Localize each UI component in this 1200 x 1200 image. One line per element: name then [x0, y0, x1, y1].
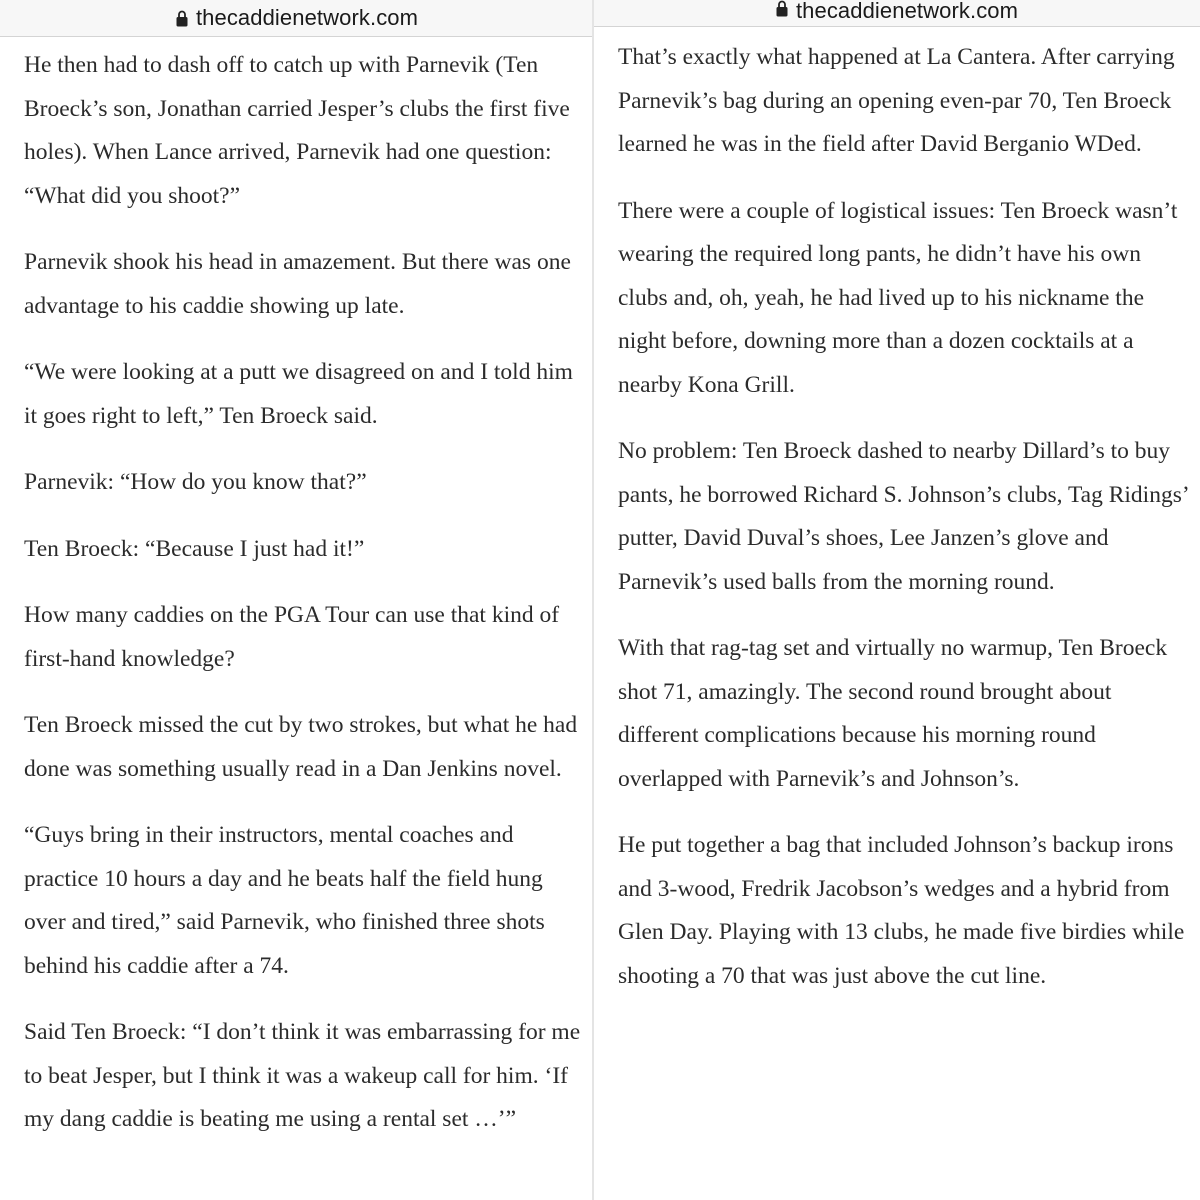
- address-bar[interactable]: [0, 0, 594, 37]
- article-paragraph: He put together a bag that included Johnson’s backup irons and 3-wood, Fredrik Jacobson’s wedges and a hybrid from Glen Day. Playing with 13 clubs, he made five birdies while shooting a 70 that was just above the cut line.: [618, 832, 1185, 989]
- article-paragraph: Said Ten Broeck: “I don’t think it was embarrassing for me to beat Jesper, but I think it was a wakeup call for him. ‘If my dang caddie is beating me using a rental set …’”: [24, 1019, 581, 1132]
- article-paragraph: “We were looking at a putt we disagreed on and I told him it goes right to left,” Ten Broeck said.: [24, 359, 573, 429]
- article-paragraph: Parnevik shook his head in amazement. But there was one advantage to his caddie showing up late.: [24, 249, 571, 319]
- article-paragraph: How many caddies on the PGA Tour can use that kind of first-hand knowledge?: [24, 602, 560, 672]
- lock-icon: [776, 0, 788, 17]
- article-paragraph: With that rag-tag set and virtually no warmup, Ten Broeck shot 71, amazingly. The second round brought about different complications because his morning round overlapped with Parnevik’s and Johnson’s.: [618, 635, 1168, 792]
- address-bar[interactable]: [594, 0, 1200, 27]
- article-body: [618, 36, 1196, 1021]
- article-paragraph: “Guys bring in their instructors, mental coaches and practice 10 hours a day and he beats half the field hung over and tired,” said Parnevik, who finished three shots behind his caddie after a 74.: [24, 822, 545, 979]
- article-paragraph: That’s exactly what happened at La Cantera. After carrying Parnevik’s bag during an opening even-par 70, Ten Broeck learned he was in the field after David Berganio WDed.: [618, 44, 1175, 157]
- lock-icon: [176, 10, 188, 27]
- article-paragraph: There were a couple of logistical issues: Ten Broeck wasn’t wearing the required long pants, he didn’t have his own clubs and, oh, yeah, he had lived up to his nickname the night before, downing more than a dozen cocktails at a nearby Kona Grill.: [618, 197, 1178, 398]
- url-text: thecaddienetwork.com: [195, 5, 419, 30]
- article-paragraph: Parnevik: “How do you know that?”: [24, 469, 367, 495]
- article-paragraph: He then had to dash off to catch up with Parnevik (Ten Broeck’s son, Jonathan carried Jesper’s clubs the first five holes). When Lance arrived, Parnevik had one question: “What did you shoot?”: [24, 52, 570, 209]
- article-body: [24, 44, 584, 1165]
- article-paragraph: Ten Broeck: “Because I just had it!”: [24, 535, 365, 562]
- article-paragraph: Ten Broeck missed the cut by two strokes, but what he had done was something usually read in a Dan Jenkins novel.: [24, 712, 578, 782]
- article-paragraph: No problem: Ten Broeck dashed to nearby Dillard’s to buy pants, he borrowed Richard S. Johnson’s clubs, Tag Ridings’ putter, David Duval’s shoes, Lee Janzen’s glove and Parnevik’s used balls from the morning round.: [618, 438, 1188, 595]
- right-screenshot-pane: [594, 0, 1200, 1200]
- left-screenshot-pane: [0, 0, 594, 1200]
- url-text: thecaddienetwork.com: [795, 0, 1019, 23]
